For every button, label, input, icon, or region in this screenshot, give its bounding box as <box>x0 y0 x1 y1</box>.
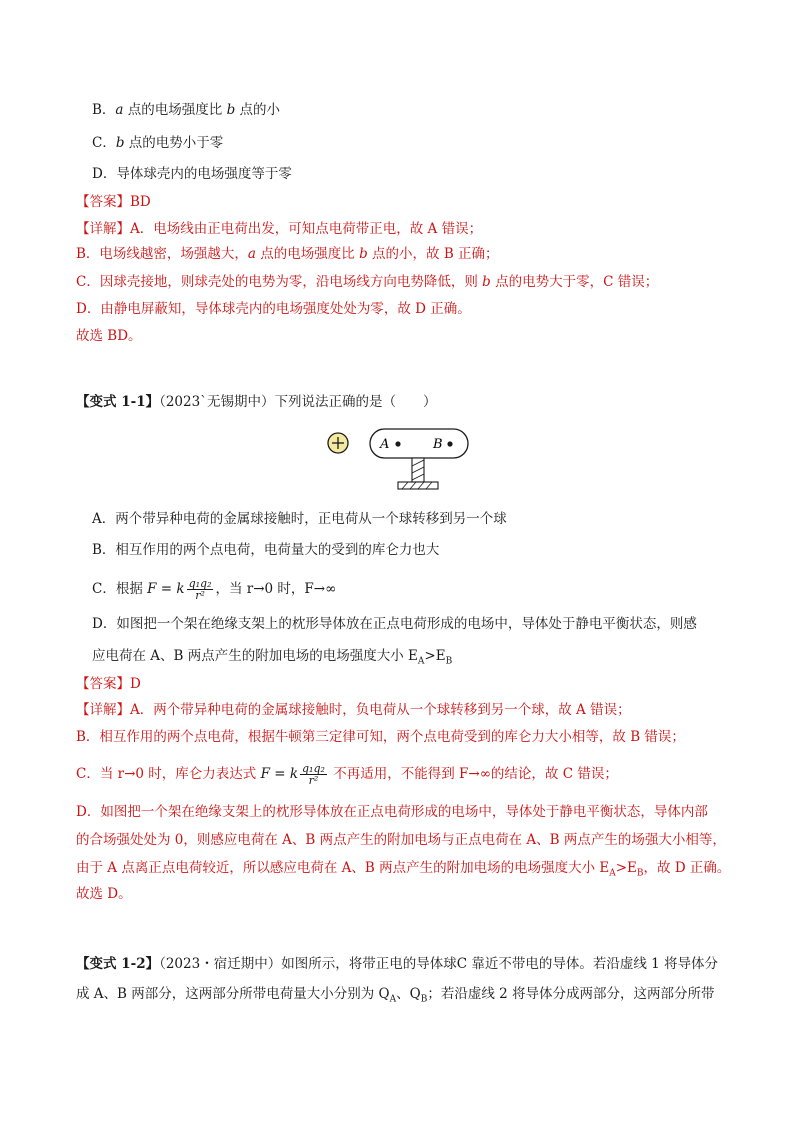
pillow-conductor-figure <box>318 426 478 494</box>
q1-1-option-b: B．相互作用的两个点电荷，电荷量大的受到的库仑力也大 <box>92 542 440 558</box>
detail-line-d: D．由静电屏蔽知，导体球壳内的电场强度处处为零，故 D 正确。 <box>76 301 471 317</box>
conclusion: 故选 BD。 <box>76 328 142 344</box>
detail-line-c: C．因球壳接地，则球壳处的电势为零，沿电场线方向电势降低，则 b 点的电势大于零，C 错误； <box>76 274 659 290</box>
q1-1-answer: 【答案】D <box>76 676 141 692</box>
detail-line-b: B．电场线越密，场强越大，a 点的电场强度比 b 点的小，故 B 正确； <box>76 246 499 262</box>
q1-1-option-d-line1: D．如图把一个架在绝缘支架上的枕形导体放在正点电荷形成的电场中，导体处于静电平衡状态，则感 <box>92 616 697 632</box>
q1-1-detail-c: C．当 r→0 时，库仑力表达式 F = k $\frac{\text{q₁q₂}}{\text{r²}}$ 不再适用，不能得到 F→∞的结论，故 C 错误； <box>76 762 618 787</box>
q1-1-detail-d1: D．如图把一个架在绝缘支架上的枕形导体放在正点电荷形成的电场中，导体处于静电平衡状态，导体内部 <box>76 804 708 820</box>
detail-line-a: 【详解】A．电场线由正电荷出发，可知点电荷带正电，故 A 错误； <box>76 221 483 237</box>
answer-line: 【答案】BD <box>76 194 151 210</box>
point-a-dot <box>395 441 400 446</box>
q1-1-detail-d2: 的合场强处处为 0，则感应电荷在 A、B 两点产生的附加电场与正点电荷在 A、B 两点产生的场强大小相等， <box>76 832 726 848</box>
coulomb-formula-fraction: $\frac{\text{q₁q₂}}{\text{r²}}$ <box>188 577 212 602</box>
question-1-2-stem-line1: 【变式 1-2】（2023・宿迁期中）如图所示，将带正电的导体球C 靠近不带电的导体。若沿虚线 1 将导体分 <box>76 956 718 972</box>
question-tag: 【变式 1-2】 <box>76 956 160 972</box>
q1-1-detail-d3: 由于 A 点离正点电荷较近，所以感应电荷在 A、B 两点产生的附加电场的电场强度大小 $E_A>E_B$，故 D 正确。 <box>76 860 731 879</box>
q1-1-option-c: C．根据 F = k $\frac{\text{q₁q₂}}{\text{r²}}$ ，当 r→0 时，F→∞ <box>92 577 337 602</box>
stand-base <box>398 482 438 489</box>
point-b-label: B <box>433 437 443 452</box>
option-b: B．a 点的电场强度比 b 点的小 <box>92 102 281 118</box>
q1-1-option-d-line2: 应电荷在 A、B 两点产生的附加电场的电场强度大小 $E_A>E_B$ <box>92 648 453 667</box>
q1-1-detail-b: B．相互作用的两个点电荷，根据牛顿第三定律可知，两个点电荷受到的库仑力大小相等，故 B 错误； <box>76 729 685 745</box>
option-c: C．b 点的电势小于零 <box>92 135 224 151</box>
point-b-dot <box>447 441 452 446</box>
q1-1-conclusion: 故选 D。 <box>76 886 132 902</box>
question-tag: 【变式 1-1】 <box>76 394 160 410</box>
option-d: D．导体球壳内的电场强度等于零 <box>92 166 292 182</box>
q1-1-option-a: A．两个带异种电荷的金属球接触时，正电荷从一个球转移到另一个球 <box>92 511 507 527</box>
q1-1-detail-a: 【详解】A．两个带异种电荷的金属球接触时，负电荷从一个球转移到另一个球，故 A 错误； <box>76 702 631 718</box>
question-1-1-stem: 【变式 1-1】（2023`无锡期中）下列说法正确的是（ ） <box>76 394 437 410</box>
detail-formula-fraction: $\frac{\text{q₁q₂}}{\text{r²}}$ <box>302 762 325 787</box>
question-1-2-stem-line2: 成 A、B 两部分，这两部分所带电荷量大小分别为 $Q_A$、$Q_B$；若沿虚线 2 将导体分成两部分，这两部分所带 <box>76 986 715 1005</box>
point-a-label: A <box>380 437 390 452</box>
